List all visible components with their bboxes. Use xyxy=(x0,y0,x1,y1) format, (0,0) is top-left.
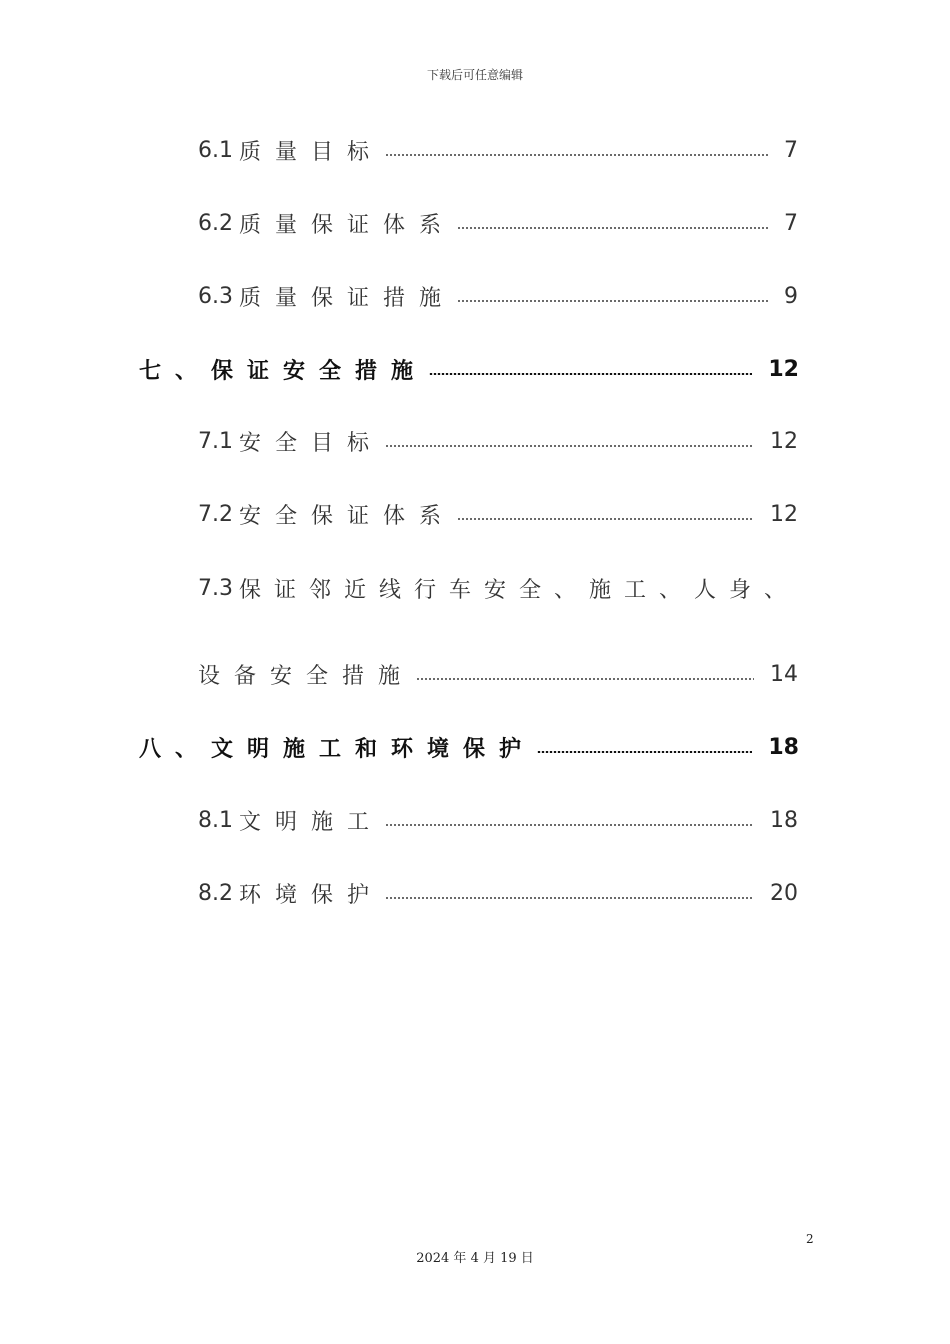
toc-page-number: 18 xyxy=(768,734,799,760)
toc-title: 保证邻近线行车安全、施工、人身、 xyxy=(239,577,800,603)
toc-entry-7-2[interactable] xyxy=(198,497,798,531)
toc-leader-dots xyxy=(416,678,754,680)
toc-title: 质量保证措施 xyxy=(239,285,456,311)
toc-number: 6.3 xyxy=(198,283,233,309)
toc-entry-6-1[interactable] xyxy=(198,133,810,167)
toc-entry-7-1[interactable] xyxy=(198,424,798,458)
toc-number: 8.2 xyxy=(198,880,233,906)
toc-number: 8.1 xyxy=(198,807,233,833)
toc-page-number: 18 xyxy=(770,807,798,833)
toc-page-number: 14 xyxy=(770,661,798,687)
toc-number: 7.2 xyxy=(198,501,233,527)
toc-leader-dots xyxy=(429,373,752,375)
toc-page-number: 12 xyxy=(768,356,799,382)
toc-page-number: 12 xyxy=(770,501,798,527)
toc-title: 质量保证体系 xyxy=(239,212,456,238)
toc-leader-dots xyxy=(385,154,768,156)
toc-leader-dots xyxy=(457,300,768,302)
toc-entry-8-1[interactable] xyxy=(198,803,798,837)
toc-page-number: 12 xyxy=(770,428,798,454)
toc-leader-dots xyxy=(537,751,752,753)
toc-leader-dots xyxy=(457,227,768,229)
page-footer-date: 2024 年 4 月 19 日 xyxy=(416,1251,534,1266)
toc-entry-7-3[interactable] xyxy=(198,571,818,605)
toc-entry-chapter-8[interactable] xyxy=(139,730,799,764)
toc-entry-8-2[interactable] xyxy=(198,876,798,910)
toc-title: 质量目标 xyxy=(239,139,384,165)
toc-entry-6-2[interactable] xyxy=(198,206,810,240)
toc-entry-7-3-continued[interactable] xyxy=(198,657,798,691)
toc-leader-dots xyxy=(385,897,754,899)
toc-page-number: 7 xyxy=(784,137,798,163)
toc-leader-dots xyxy=(385,445,754,447)
toc-entry-chapter-7[interactable] xyxy=(139,352,799,386)
toc-number: 7.3 xyxy=(198,575,233,601)
toc-page-number: 20 xyxy=(770,880,798,906)
toc-title: 安全保证体系 xyxy=(239,503,456,529)
page-number: 2 xyxy=(806,1232,814,1246)
toc-title: 安全目标 xyxy=(239,430,384,456)
toc-leader-dots xyxy=(457,518,754,520)
toc-leader-dots xyxy=(385,824,754,826)
toc-title: 环境保护 xyxy=(239,882,384,908)
toc-title: 文明施工 xyxy=(239,809,384,835)
toc-title: 八、文明施工和环境保护 xyxy=(139,736,536,762)
toc-number: 7.1 xyxy=(198,428,233,454)
toc-title-continued: 设备安全措施 xyxy=(198,663,415,689)
toc-number: 6.1 xyxy=(198,137,233,163)
toc-page-number: 9 xyxy=(784,283,798,309)
toc-title: 七、保证安全措施 xyxy=(139,358,428,384)
toc-entry-6-3[interactable] xyxy=(198,279,810,313)
page-header: 下载后可任意编辑 xyxy=(426,68,523,82)
toc-number: 6.2 xyxy=(198,210,233,236)
toc-page-number: 7 xyxy=(784,210,798,236)
